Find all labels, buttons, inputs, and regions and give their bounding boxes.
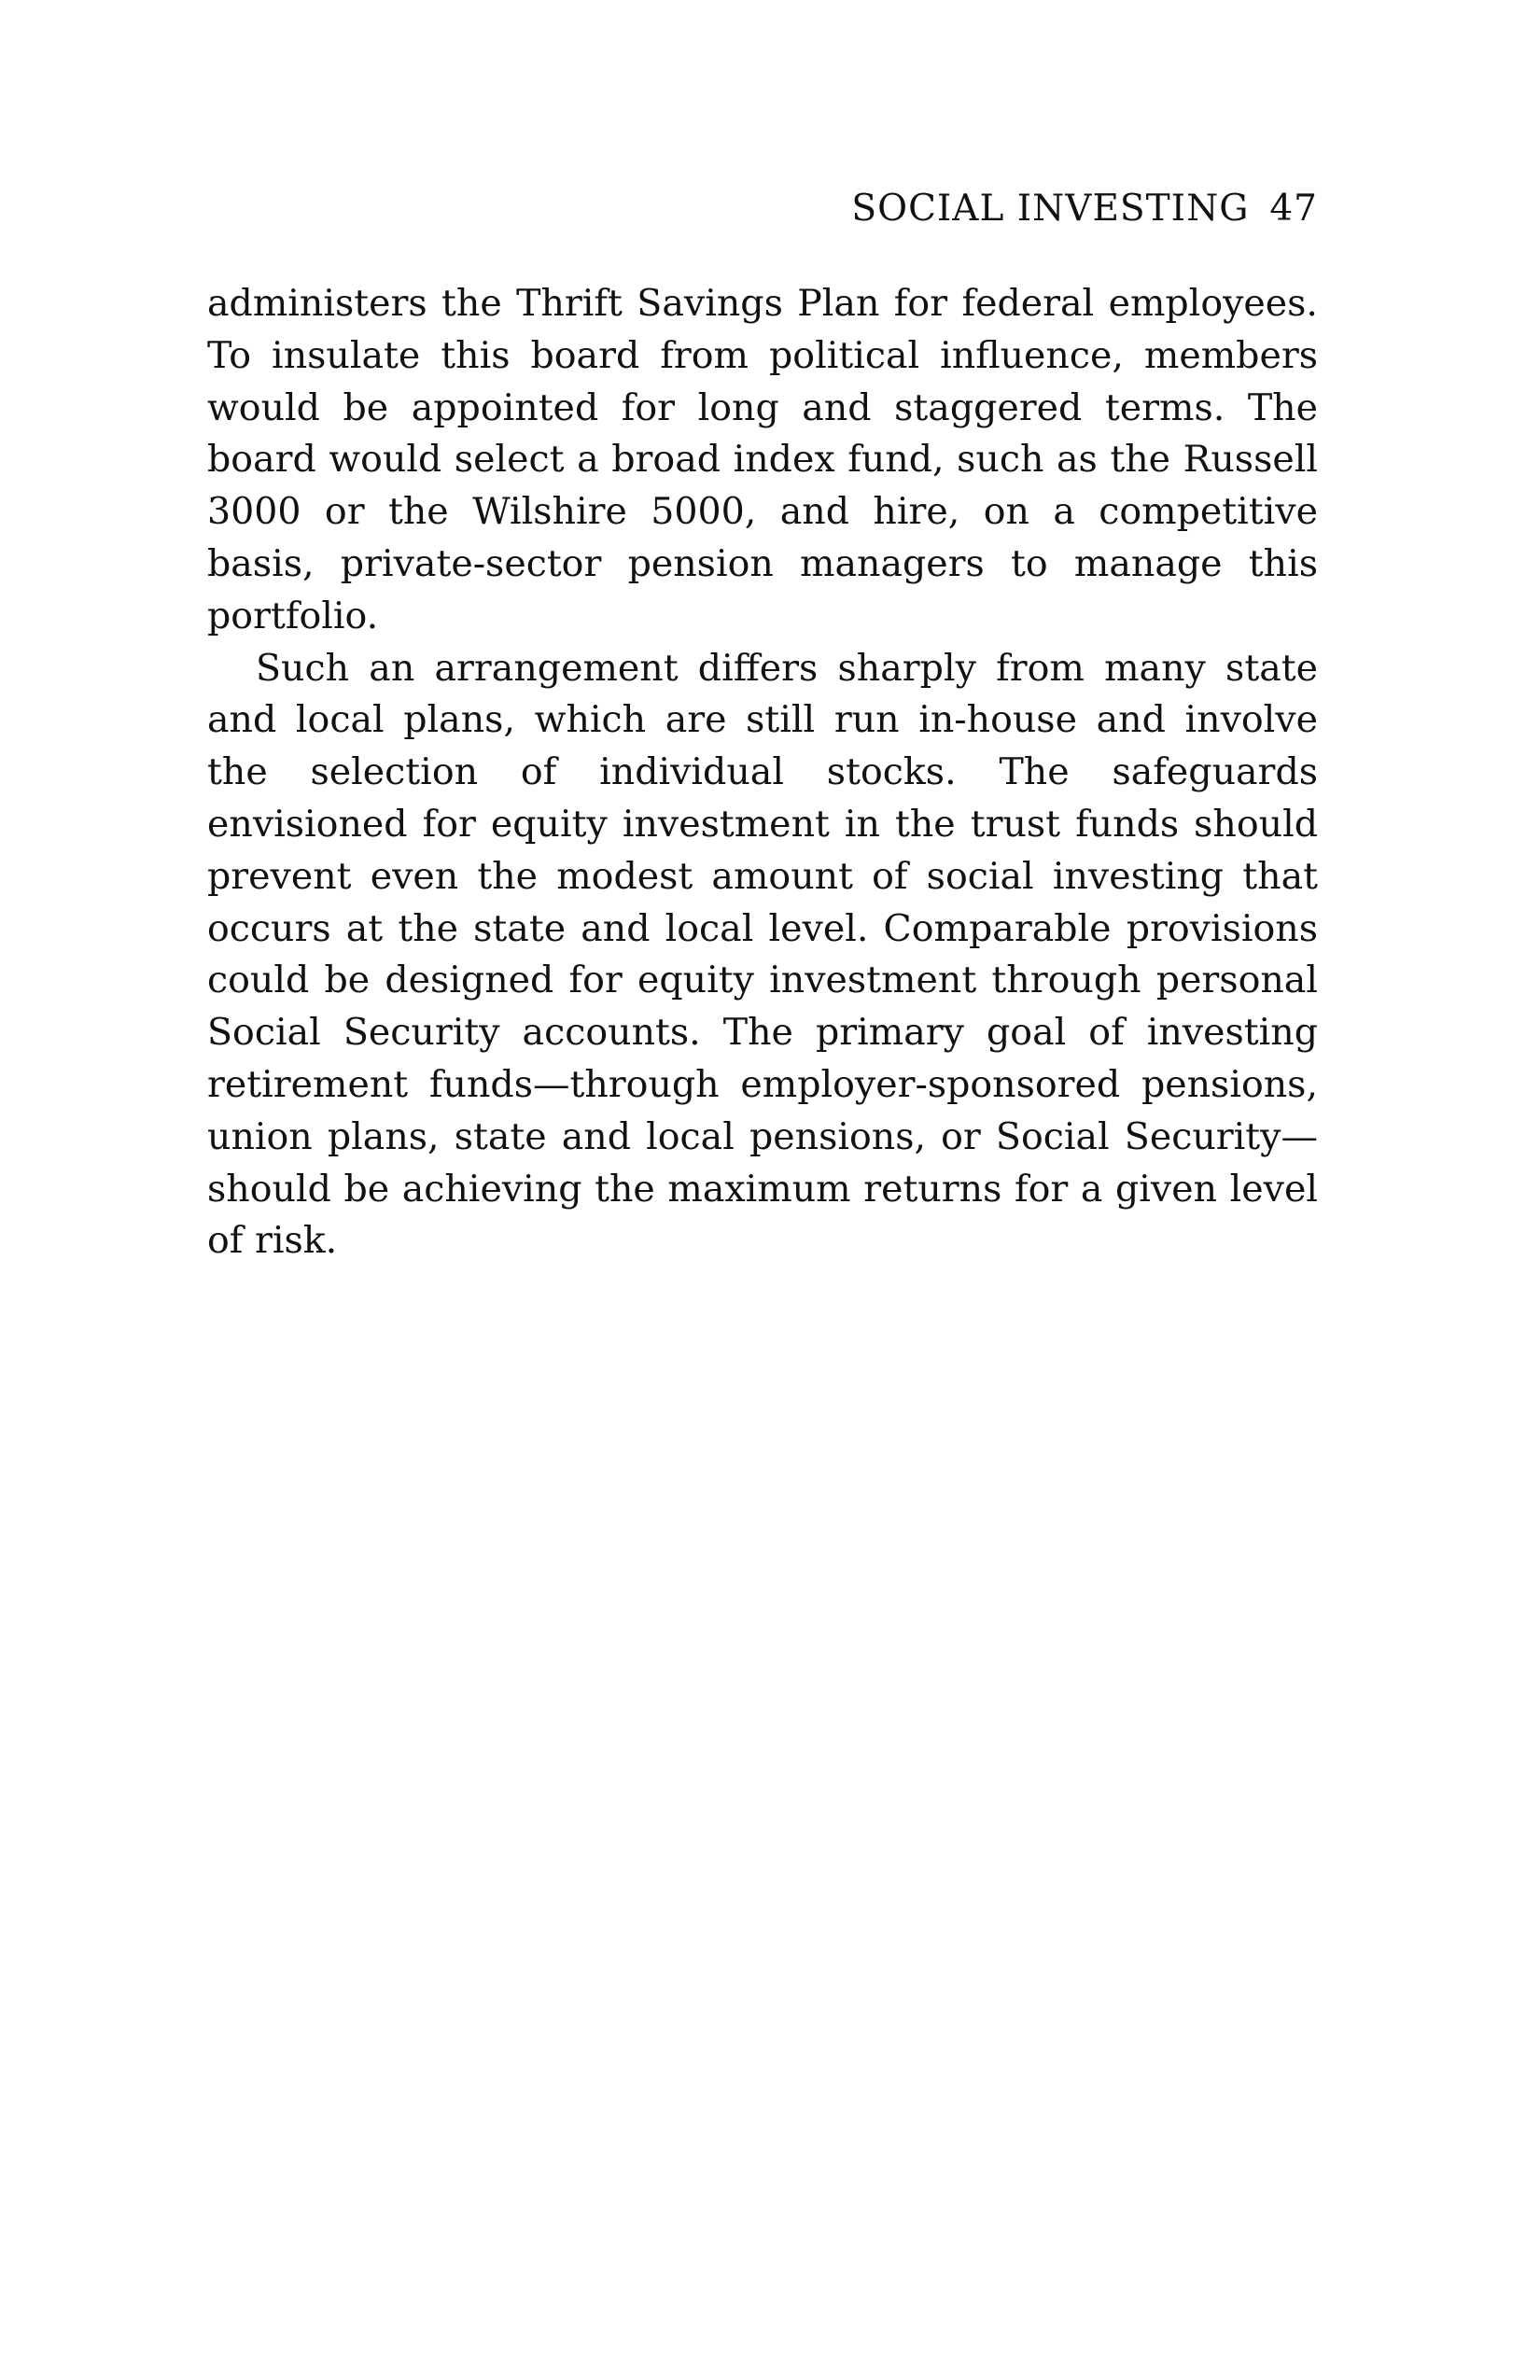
page-number: 47 <box>1269 188 1318 230</box>
paragraph: Such an arrangement differs sharply from many state and local plans, which are still run in-house and involve the selection of individual stocks. The safeguards envisioned for equity investment in the trust funds should prevent even the modest amount of social investing that occurs at the state and local level. Comparable provisions could be designed for equity investment through personal Social Security accounts. The primary goal of investing retirement funds—through employer-sponsored pensions, union plans, state and local pensions, or Social Security—should be achieving the maximum returns for a given level of risk. <box>207 646 1318 1263</box>
paragraph-continued: administers the Thrift Savings Plan for federal employees. To insulate this board from political influence, members would be appointed for long and staggered terms. The board would select a broad index fund, such as the Russell 3000 or the Wilshire 5000, and hire, on a competitive basis, private-sector pension managers to manage this portfolio. <box>207 282 1318 637</box>
running-head <box>207 183 1318 235</box>
running-head-title: SOCIAL INVESTING <box>851 188 1250 230</box>
body-text <box>207 278 1318 1267</box>
